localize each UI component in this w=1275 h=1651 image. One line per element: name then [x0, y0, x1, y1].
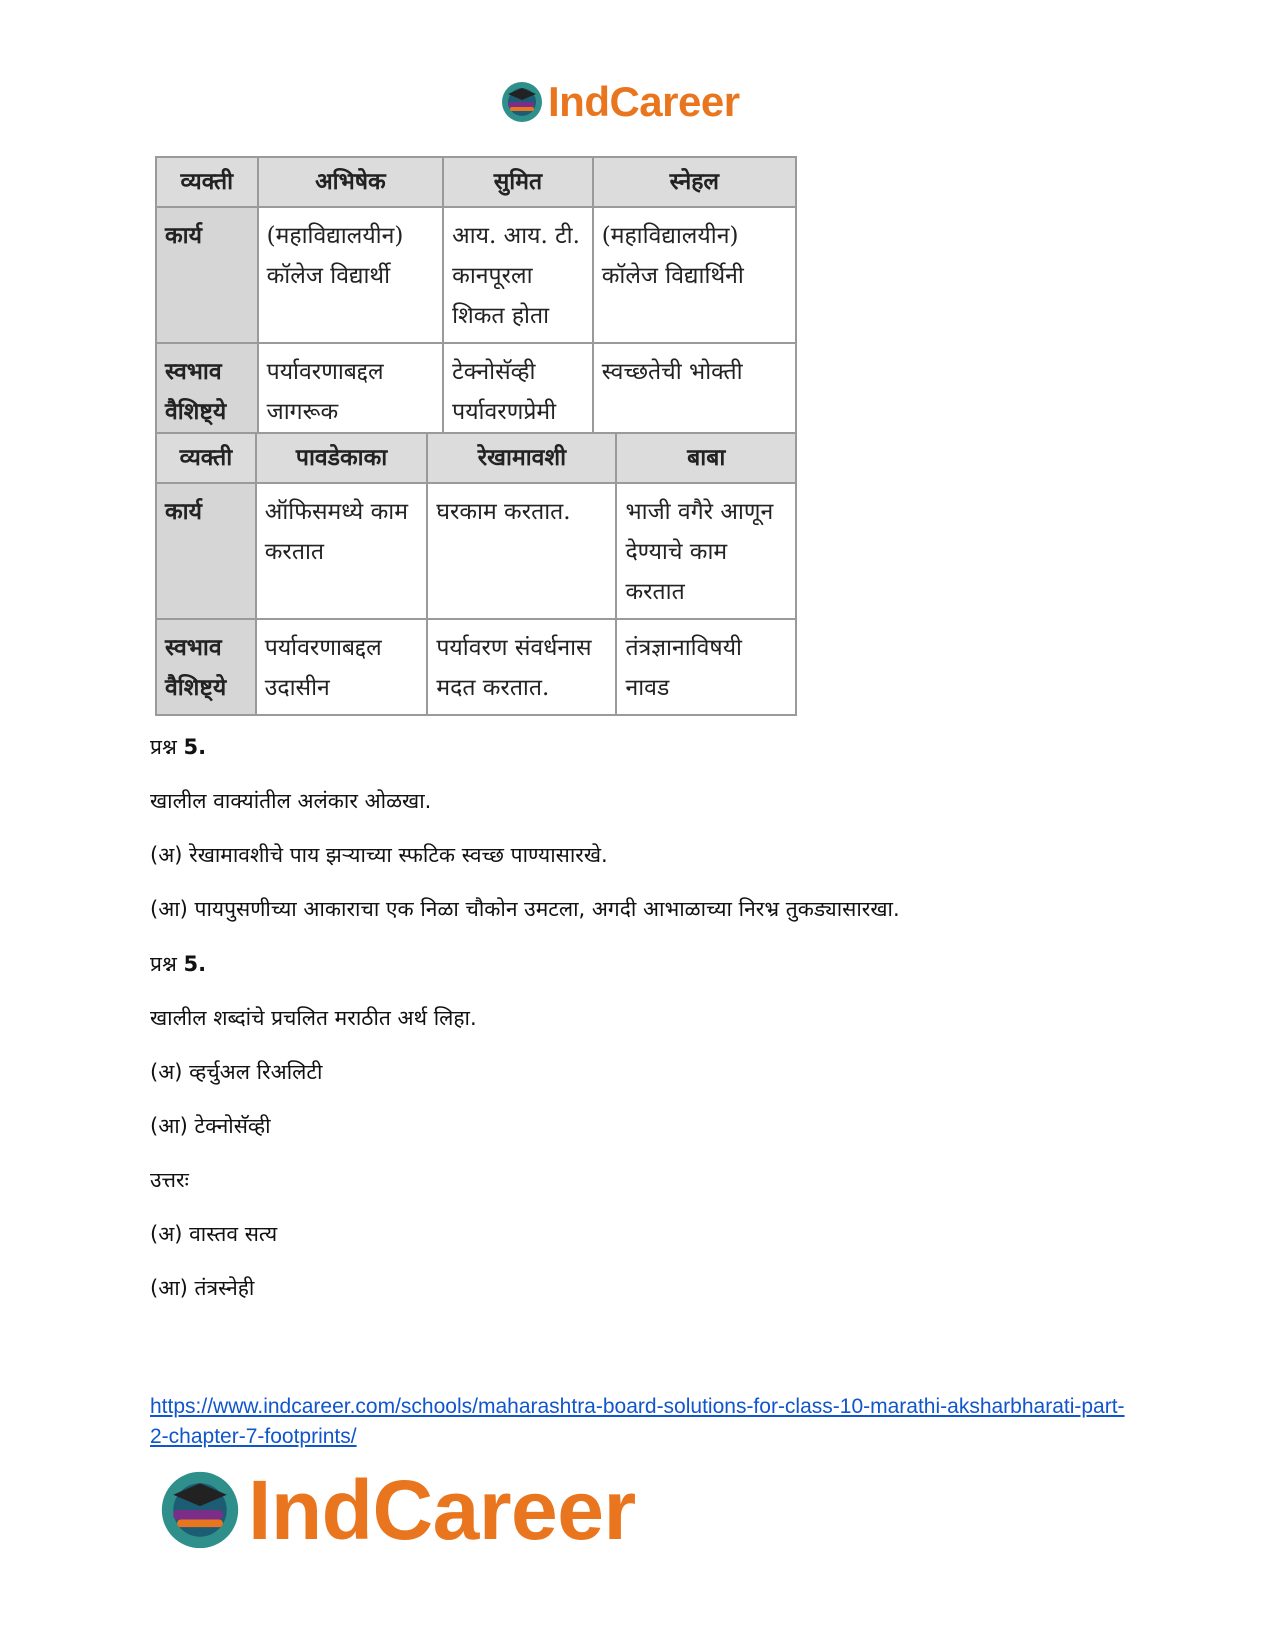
row-label: कार्य	[156, 207, 258, 343]
table-header-cell: स्नेहल	[593, 157, 796, 207]
source-link[interactable]: https://www.indcareer.com/schools/maharashtra-board-solutions-for-class-10-marathi-aksharbharati-part-2-chapter-7-footprints/	[150, 1395, 1125, 1448]
table-header-row	[156, 157, 796, 207]
question-heading-1	[150, 733, 206, 761]
table-cell: (महाविद्यालयीन) कॉलेज विद्यार्थिनी	[593, 207, 796, 343]
table-row	[156, 619, 796, 715]
table-header-cell: सुमित	[443, 157, 593, 207]
logo-wordmark: IndCareer	[248, 1462, 636, 1557]
table-header-cell: व्यक्ती	[156, 157, 258, 207]
question-instruction-1: खालील वाक्यांतील अलंकार ओळखा.	[150, 789, 432, 813]
answer-item: (अ) वास्तव सत्य	[150, 1222, 278, 1246]
table-cell: ऑफिसमध्ये काम करतात	[256, 483, 428, 619]
table-header-cell: अभिषेक	[258, 157, 444, 207]
table-cell: पर्यावरणाबद्दल जागरूक	[258, 343, 444, 439]
logo-wordmark: IndCareer	[548, 78, 740, 125]
row-label: कार्य	[156, 483, 256, 619]
table-cell: स्वच्छतेची भोक्ती	[593, 343, 796, 439]
row-label: स्वभाव वैशिष्ट्ये	[156, 343, 258, 439]
table-header-cell: रेखामावशी	[427, 433, 616, 483]
table-cell: भाजी वगैरे आणून देण्याचे काम करतात	[616, 483, 796, 619]
answer-item: (आ) तंत्रस्नेही	[150, 1276, 255, 1300]
table-row	[156, 483, 796, 619]
table-cell: घरकाम करतात.	[427, 483, 616, 619]
question-heading-2	[150, 950, 206, 978]
table-cell: (महाविद्यालयीन) कॉलेज विद्यार्थी	[258, 207, 444, 343]
question-item: (अ) व्हर्चुअल रिअलिटी	[150, 1060, 323, 1084]
table-row	[156, 343, 796, 439]
question-item: (आ) टेक्नोसॅव्ही	[150, 1114, 271, 1138]
row-label: स्वभाव वैशिष्ट्ये	[156, 619, 256, 715]
table-cell: टेक्नोसॅव्ही पर्यावरणप्रेमी	[443, 343, 593, 439]
characters-table-2	[155, 432, 797, 716]
indcareer-logo-icon	[158, 1468, 242, 1552]
question-label: प्रश्न	[150, 952, 177, 976]
table-cell: पर्यावरण संवर्धनास मदत करतात.	[427, 619, 616, 715]
table-header-cell: व्यक्ती	[156, 433, 256, 483]
answer-label: उत्तरः	[150, 1168, 189, 1192]
table-cell: पर्यावरणाबद्दल उदासीन	[256, 619, 428, 715]
indcareer-logo-icon	[500, 80, 544, 124]
table-header-row	[156, 433, 796, 483]
bottom-logo	[158, 1462, 636, 1557]
question-label: प्रश्न	[150, 735, 177, 759]
top-logo	[500, 78, 740, 126]
table-header-cell: पावडेकाका	[256, 433, 428, 483]
question-instruction-2: खालील शब्दांचे प्रचलित मराठीत अर्थ लिहा.	[150, 1006, 477, 1030]
characters-table-1	[155, 156, 797, 440]
question-item: (आ) पायपुसणीच्या आकाराचा एक निळा चौकोन उमटला, अगदी आभाळाच्या निरभ्र तुकड्यासारखा.	[150, 897, 900, 921]
question-number: 5.	[183, 952, 207, 976]
table-row	[156, 207, 796, 343]
question-number: 5.	[183, 735, 207, 759]
table-header-cell: बाबा	[616, 433, 796, 483]
table-cell: आय. आय. टी. कानपूरला शिकत होता	[443, 207, 593, 343]
table-cell: तंत्रज्ञानाविषयी नावड	[616, 619, 796, 715]
question-item: (अ) रेखामावशीचे पाय झऱ्याच्या स्फटिक स्वच्छ पाण्यासारखे.	[150, 843, 608, 867]
